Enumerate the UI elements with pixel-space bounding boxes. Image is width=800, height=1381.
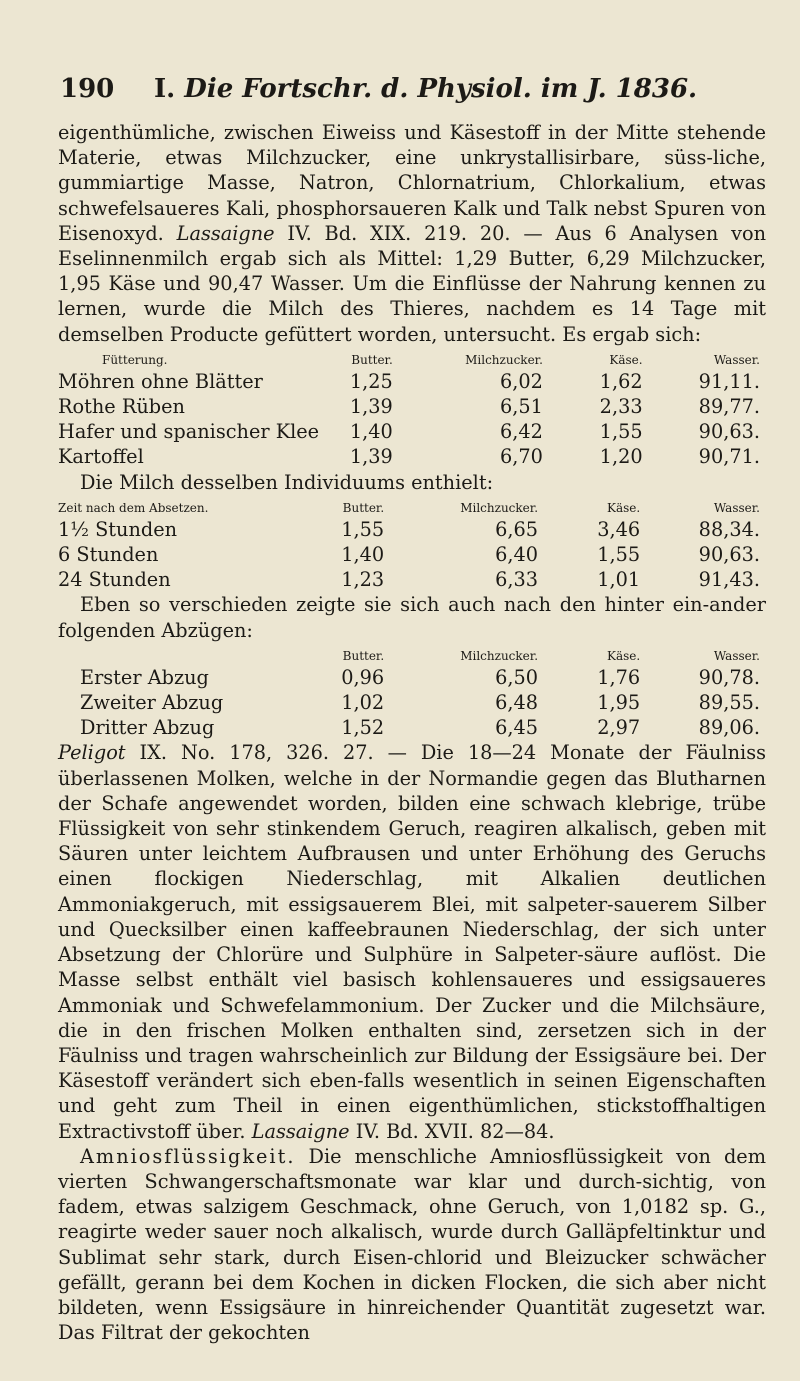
col-header-cheese: Käse. [606,500,641,515]
page-number: 190 [60,74,115,104]
extraction-table-header [58,643,766,665]
paragraph-1-continuation: IV. Bd. XIX. 219. 20. — Aus 6 Analysen von Eselinnenmilch ergab sich als Mittel: 1,29 Butter, 6,29 Milchzucker, 1,95 Käse und 90,47 Wasser. Um die Einflüsse der Nahrung kennen zu lernen, wurde die Milch des Thieres, nachdem es 14 Tage mit demselben Producte gefüttert worden, untersucht. Es ergab sich: [58,221,766,346]
feeding-table [58,347,766,470]
section-heading: Amniosflüssigkeit. [80,1144,296,1168]
table-row: Erster Abzug 0,96 6,50 1,76 90,78. [80,665,760,689]
table-row: Zweiter Abzug 1,02 6,48 1,95 89,55. [80,691,760,715]
running-title-prefix: I. [154,74,176,104]
paragraph-amnion-text: Die menschliche Amniosflüssigkeit von dem vierten Schwangerschaftsmonate war klar und durch-sichtig, von fadem, etwas salzigem Geschmack, ohne Geruch, von 1,0182 sp. G., reagirte weder sauer noch alkalisch, wurde durch Galläpfeltinktur und Sublimat sehr stark, durch Eisen-chlorid und Bleizucker schwächer gefällt, gerann bei dem Kochen in dicken Flocken, die sich aber nicht bildeten, wenn Essigsäure in hinreichender Quantität zugesetzt war. Das Filtrat der gekochten [58,1144,766,1345]
col-header-milk-sugar: Milchzucker. [460,500,539,515]
citation-author: Peligot [58,741,126,765]
paragraph-amnion [58,1144,766,1346]
table-row: 6 Stunden 1,40 6,40 1,55 90,63. [58,543,760,567]
table-row: 1½ Stunden 1,55 6,65 3,46 88,34. [58,517,760,541]
col-header-butter: Butter. [342,648,385,663]
running-title-text: Die Fortschr. d. Physiol. im J. 1836. [184,74,698,104]
col-header-water: Wasser. [713,648,760,663]
table-row: 24 Stunden 1,23 6,33 1,01 91,43. [58,568,760,592]
line-successive-extractions: Eben so verschieden zeigte sie sich auch nach den hinter ein-ander folgenden Abzügen: [58,593,766,642]
time-table-header [58,495,766,517]
paragraph-1 [58,120,766,347]
citation-author: Lassaigne [176,221,275,245]
line-individual-milk: Die Milch desselben Individuums enthielt: [80,470,494,494]
table-row: Kartoffel 1,39 6,70 1,20 90,71. [58,445,760,469]
table-row: Rothe Rüben 1,39 6,51 2,33 89,77. [58,395,760,419]
table-row: Hafer und spanischer Klee 1,40 6,42 1,55 90,63. [58,420,760,444]
col-header-time: Zeit nach dem Absetzen. [58,500,209,515]
col-header-cheese: Käse. [606,648,641,663]
col-header-milk-sugar: Milchzucker. [465,352,543,367]
col-header-water: Wasser. [713,500,760,515]
feeding-table-header [58,347,766,369]
col-header-butter: Butter. [351,352,393,367]
page-body [58,120,766,1345]
col-header-milk-sugar: Milchzucker. [460,648,539,663]
time-table [58,495,766,593]
citation-author: Lassaigne [251,1119,350,1143]
running-title [154,74,697,104]
col-header-cheese: Käse. [609,352,643,367]
citation-reference: IV. Bd. XVII. 82—84. [349,1119,555,1143]
col-header-water: Wasser. [713,352,760,367]
table-row: Möhren ohne Blätter 1,25 6,02 1,62 91,11. [58,369,760,393]
table-row: Dritter Abzug 1,52 6,45 2,97 89,06. [80,716,760,740]
paragraph-1-text: eigenthümliche, zwischen Eiweiss und Käsestoff in der Mitte stehende Materie, etwas Milchzucker, eine unkrystallisirbare, süss-liche, gummiartige Masse, Natron, Chlornatrium, Chlorkalium, etwas schwefelsaueres Kali, phosphorsaueren Kalk und Talk nebst Spuren von Eisenoxyd. [58,121,766,245]
col-header-feeding: Fütterung. [102,352,168,367]
paragraph-peligot-text: IX. No. 178, 326. 27. — Die 18—24 Monate der Fäulniss überlassenen Molken, welche in der Normandie gegen das Blutharnen der Schafe angewendet worden, bilden eine schwach klebrige, trübe Flüssigkeit von sehr stinkendem Geruch, reagiren alkalisch, geben mit Säuren unter leichtem Aufbrausen und unter Erhöhung des Geruchs einen flockigen Niederschlag, mit Alkalien deutlichen Ammoniakgeruch, mit essigsauerem Blei, mit salpeter-sauerem Silber und Quecksilber einen kaffeebraunen Niederschlag, der sich unter Absetzung der Chlorüre und Sulphüre in Salpeter-säure auflöst. Die Masse selbst enthält viel basisch kohlensaueres und essigsaueres Ammoniak und Schwefelammonium. Der Zucker und die Milchsäure, die in den frischen Molken enthalten sind, zersetzen sich in der Fäulniss und tragen wahrscheinlich zur Bildung der Essigsäure bei. Der Käsestoff verändert sich eben-falls wesentlich in seinen Eigenschaften und geht zum Theil in einen eigenthümlichen, stickstoffhaltigen Extractivstoff über. [58,741,766,1143]
col-header-butter: Butter. [342,500,385,515]
paragraph-peligot [58,740,766,1143]
extraction-table [58,643,766,741]
